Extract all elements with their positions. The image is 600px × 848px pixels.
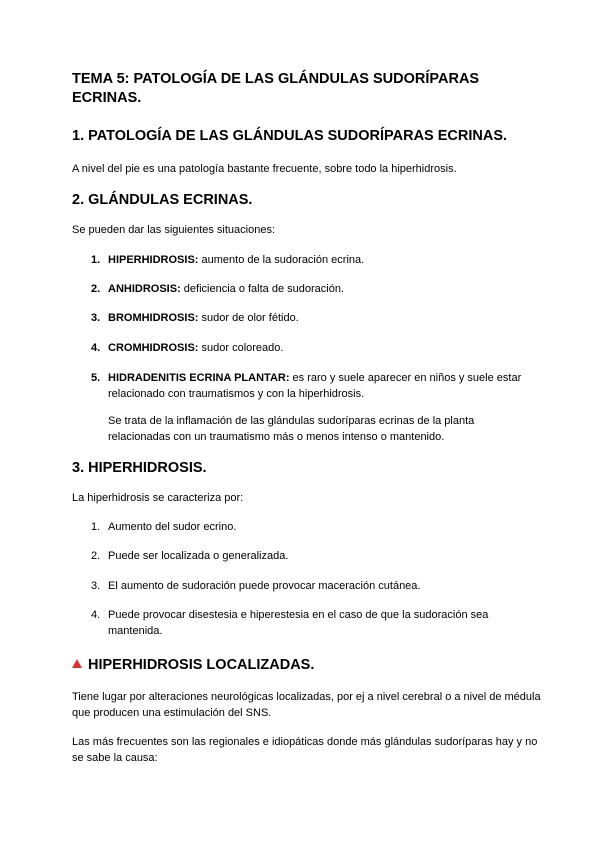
section-2-intro: Se pueden dar las siguientes situaciones: (72, 224, 276, 236)
list-item: Puede ser localizada o generalizada. (108, 550, 289, 562)
subsection-heading-text: HIPERHIDROSIS LOCALIZADAS. (88, 657, 315, 673)
list-item-number: 3. (91, 580, 101, 592)
section-3-intro: La hiperhidrosis se caracteriza por: (72, 492, 244, 504)
list-item-continuation: Se trata de la inflamación de las glándulas sudoríparas ecrinas de la planta relacionadas con un traumatismo más o menos intenso o mantenido. (108, 415, 475, 443)
list-item: Aumento del sudor ecrino. (108, 521, 237, 533)
list-item: Puede provocar disestesia e hiperestesia en el caso de que la sudoración sea mantenida. (108, 609, 489, 637)
list-item-number: 2. (91, 550, 101, 562)
warning-triangle-icon (72, 659, 82, 668)
section-3-heading: 3. HIPERHIDROSIS. (72, 460, 207, 476)
list-item (108, 340, 538, 356)
list-item-desc: deficiencia o falta de sudoración. (180, 283, 345, 295)
list-item-term: CROMHIDROSIS: (108, 342, 199, 354)
section-2-heading: 2. GLÁNDULAS ECRINAS. (72, 192, 253, 208)
document-title: TEMA 5: PATOLOGÍA DE LAS GLÁNDULAS SUDORÍPARAS ECRINAS. (72, 71, 480, 106)
list-item-desc: es raro y suele aparecer en niños y suele estar relacionado con traumatismos y con la hiperhidrosis. (108, 372, 522, 400)
list-item-term: HIPERHIDROSIS: (108, 254, 199, 266)
list-item-number: 1. (91, 521, 101, 533)
list-item (108, 252, 538, 268)
list-item: El aumento de sudoración puede provocar maceración cutánea. (108, 580, 421, 592)
list-item (108, 370, 538, 402)
subsection-paragraph-1: Tiene lugar por alteraciones neurológicas localizadas, por ej a nivel cerebral o a nivel de médula que producen una estimulación del SNS. (72, 691, 541, 719)
list-item (108, 310, 538, 326)
list-item-term: BROMHIDROSIS: (108, 312, 199, 324)
subsection-heading (72, 656, 314, 674)
list-item-desc: sudor de olor fétido. (198, 312, 299, 324)
section-1-heading: 1. PATOLOGÍA DE LAS GLÁNDULAS SUDORÍPARAS ECRINAS. (72, 128, 508, 144)
list-item-term: ANHIDROSIS: (108, 283, 181, 295)
list-item-number: 5. (91, 372, 101, 384)
list-item-number: 2. (91, 283, 101, 295)
list-item-desc: aumento de la sudoración ecrina. (198, 254, 365, 266)
list-item-desc: sudor coloreado. (198, 342, 284, 354)
list-item-number: 1. (91, 254, 101, 266)
list-item (108, 281, 538, 297)
list-item-term: HIDRADENITIS ECRINA PLANTAR: (108, 372, 290, 384)
subsection-paragraph-2: Las más frecuentes son las regionales e idiopáticas donde más glándulas sudoríparas hay y no se sabe la causa: (72, 736, 538, 764)
list-item-number: 4. (91, 609, 101, 621)
list-item-number: 4. (91, 342, 101, 354)
list-item-number: 3. (91, 312, 101, 324)
section-1-text: A nivel del pie es una patología bastante frecuente, sobre todo la hiperhidrosis. (72, 163, 457, 175)
